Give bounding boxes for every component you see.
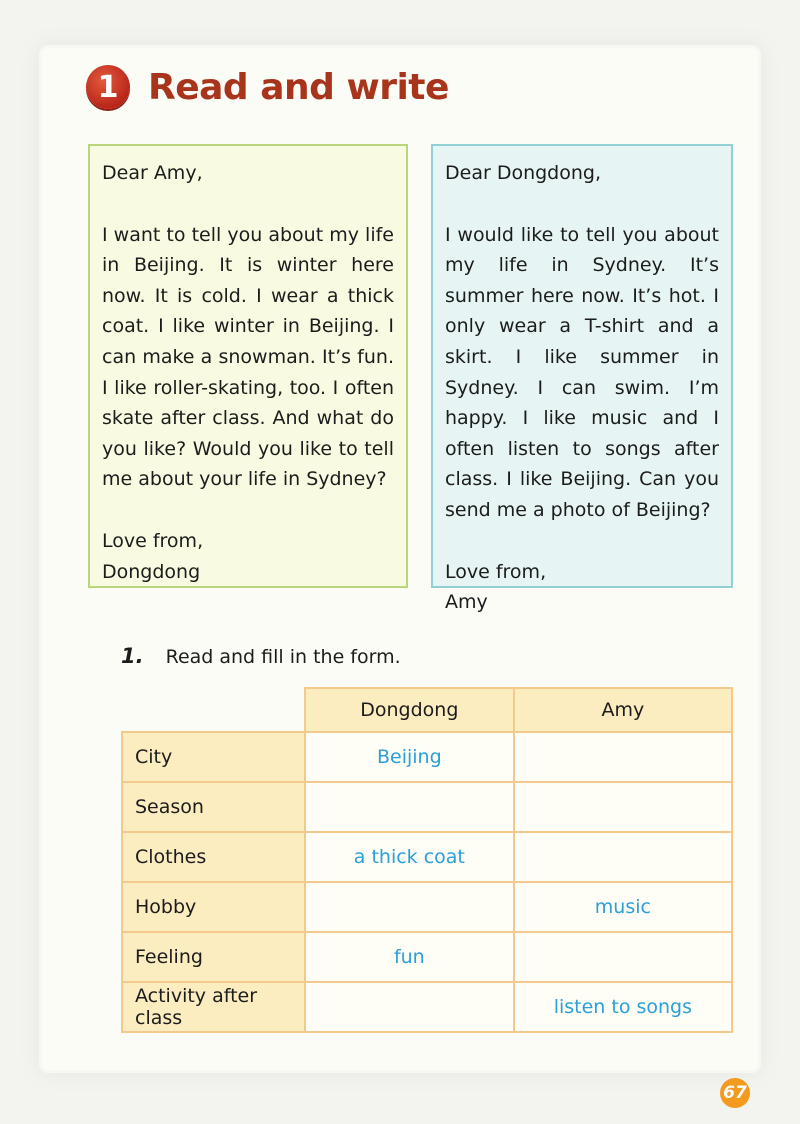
letter-body: I want to tell you about my life in Beijing. It is winter here now. It is cold. I wear a thick coat. I like winter in Beijing. I can make a snowman. It’s fun. I like roller-skating, too. I often skate after class. And what do you like? Would you like to tell me about your life in Sydney?	[102, 223, 394, 491]
letter-from-dongdong	[88, 144, 408, 588]
letter-signature: Amy	[445, 591, 488, 614]
letter-from-amy	[431, 144, 733, 614]
form-row	[122, 882, 732, 932]
letter-greeting: Dear Amy,	[102, 162, 203, 184]
task-text: Read and fill in the form.	[165, 646, 401, 668]
form-cell-amy[interactable]	[514, 732, 732, 782]
form-column-header-dongdong: Dongdong	[305, 688, 514, 732]
form-cell-amy[interactable]	[514, 782, 732, 832]
fill-in-form	[121, 687, 733, 1033]
section-title: Read and write	[148, 66, 449, 108]
form-cell-dongdong[interactable]: a thick coat	[305, 832, 514, 882]
form-row-label: Hobby	[122, 882, 305, 932]
form-row	[122, 732, 732, 782]
form-row-label: Clothes	[122, 832, 305, 882]
form-row	[122, 982, 732, 1032]
form-header-row	[122, 688, 732, 732]
letter-body: I would like to tell you about my life in Sydney. It’s summer here now. It’s hot. I only wear a T-shirt and a skirt. I like summer in Sydney. I can swim. I’m happy. I like music and I often listen to songs after class. I like Beijing. Can you send me a photo of Beijing?	[445, 223, 719, 521]
form-row-label: Season	[122, 782, 305, 832]
form-row-label: City	[122, 732, 305, 782]
form-cell-amy[interactable]	[514, 832, 732, 882]
form-cell-dongdong[interactable]: Beijing	[305, 732, 514, 782]
page-number-badge: 67	[720, 1078, 750, 1108]
form-cell-amy[interactable]	[514, 932, 732, 982]
form-cell-amy[interactable]: listen to songs	[514, 982, 732, 1032]
form-row-label: Feeling	[122, 932, 305, 982]
form-cell-amy[interactable]: music	[514, 882, 732, 932]
form-row	[122, 932, 732, 982]
form-corner-cell	[122, 688, 305, 732]
letter-signature: Dongdong	[102, 560, 201, 583]
section-number-badge: 1	[86, 65, 130, 109]
form-row	[122, 832, 732, 882]
letter-closing: Love from,	[445, 560, 547, 583]
form-cell-dongdong[interactable]	[305, 882, 514, 932]
form-row-label: Activity after class	[122, 982, 305, 1032]
letter-greeting: Dear Dongdong,	[445, 162, 601, 184]
task-number: 1.	[121, 644, 144, 668]
form-row	[122, 782, 732, 832]
form-column-header-amy: Amy	[514, 688, 732, 732]
task-instruction	[121, 644, 401, 668]
form-cell-dongdong[interactable]	[305, 982, 514, 1032]
form-cell-dongdong[interactable]	[305, 782, 514, 832]
letter-closing: Love from,	[102, 529, 204, 552]
form-cell-dongdong[interactable]: fun	[305, 932, 514, 982]
section-heading	[86, 64, 449, 110]
